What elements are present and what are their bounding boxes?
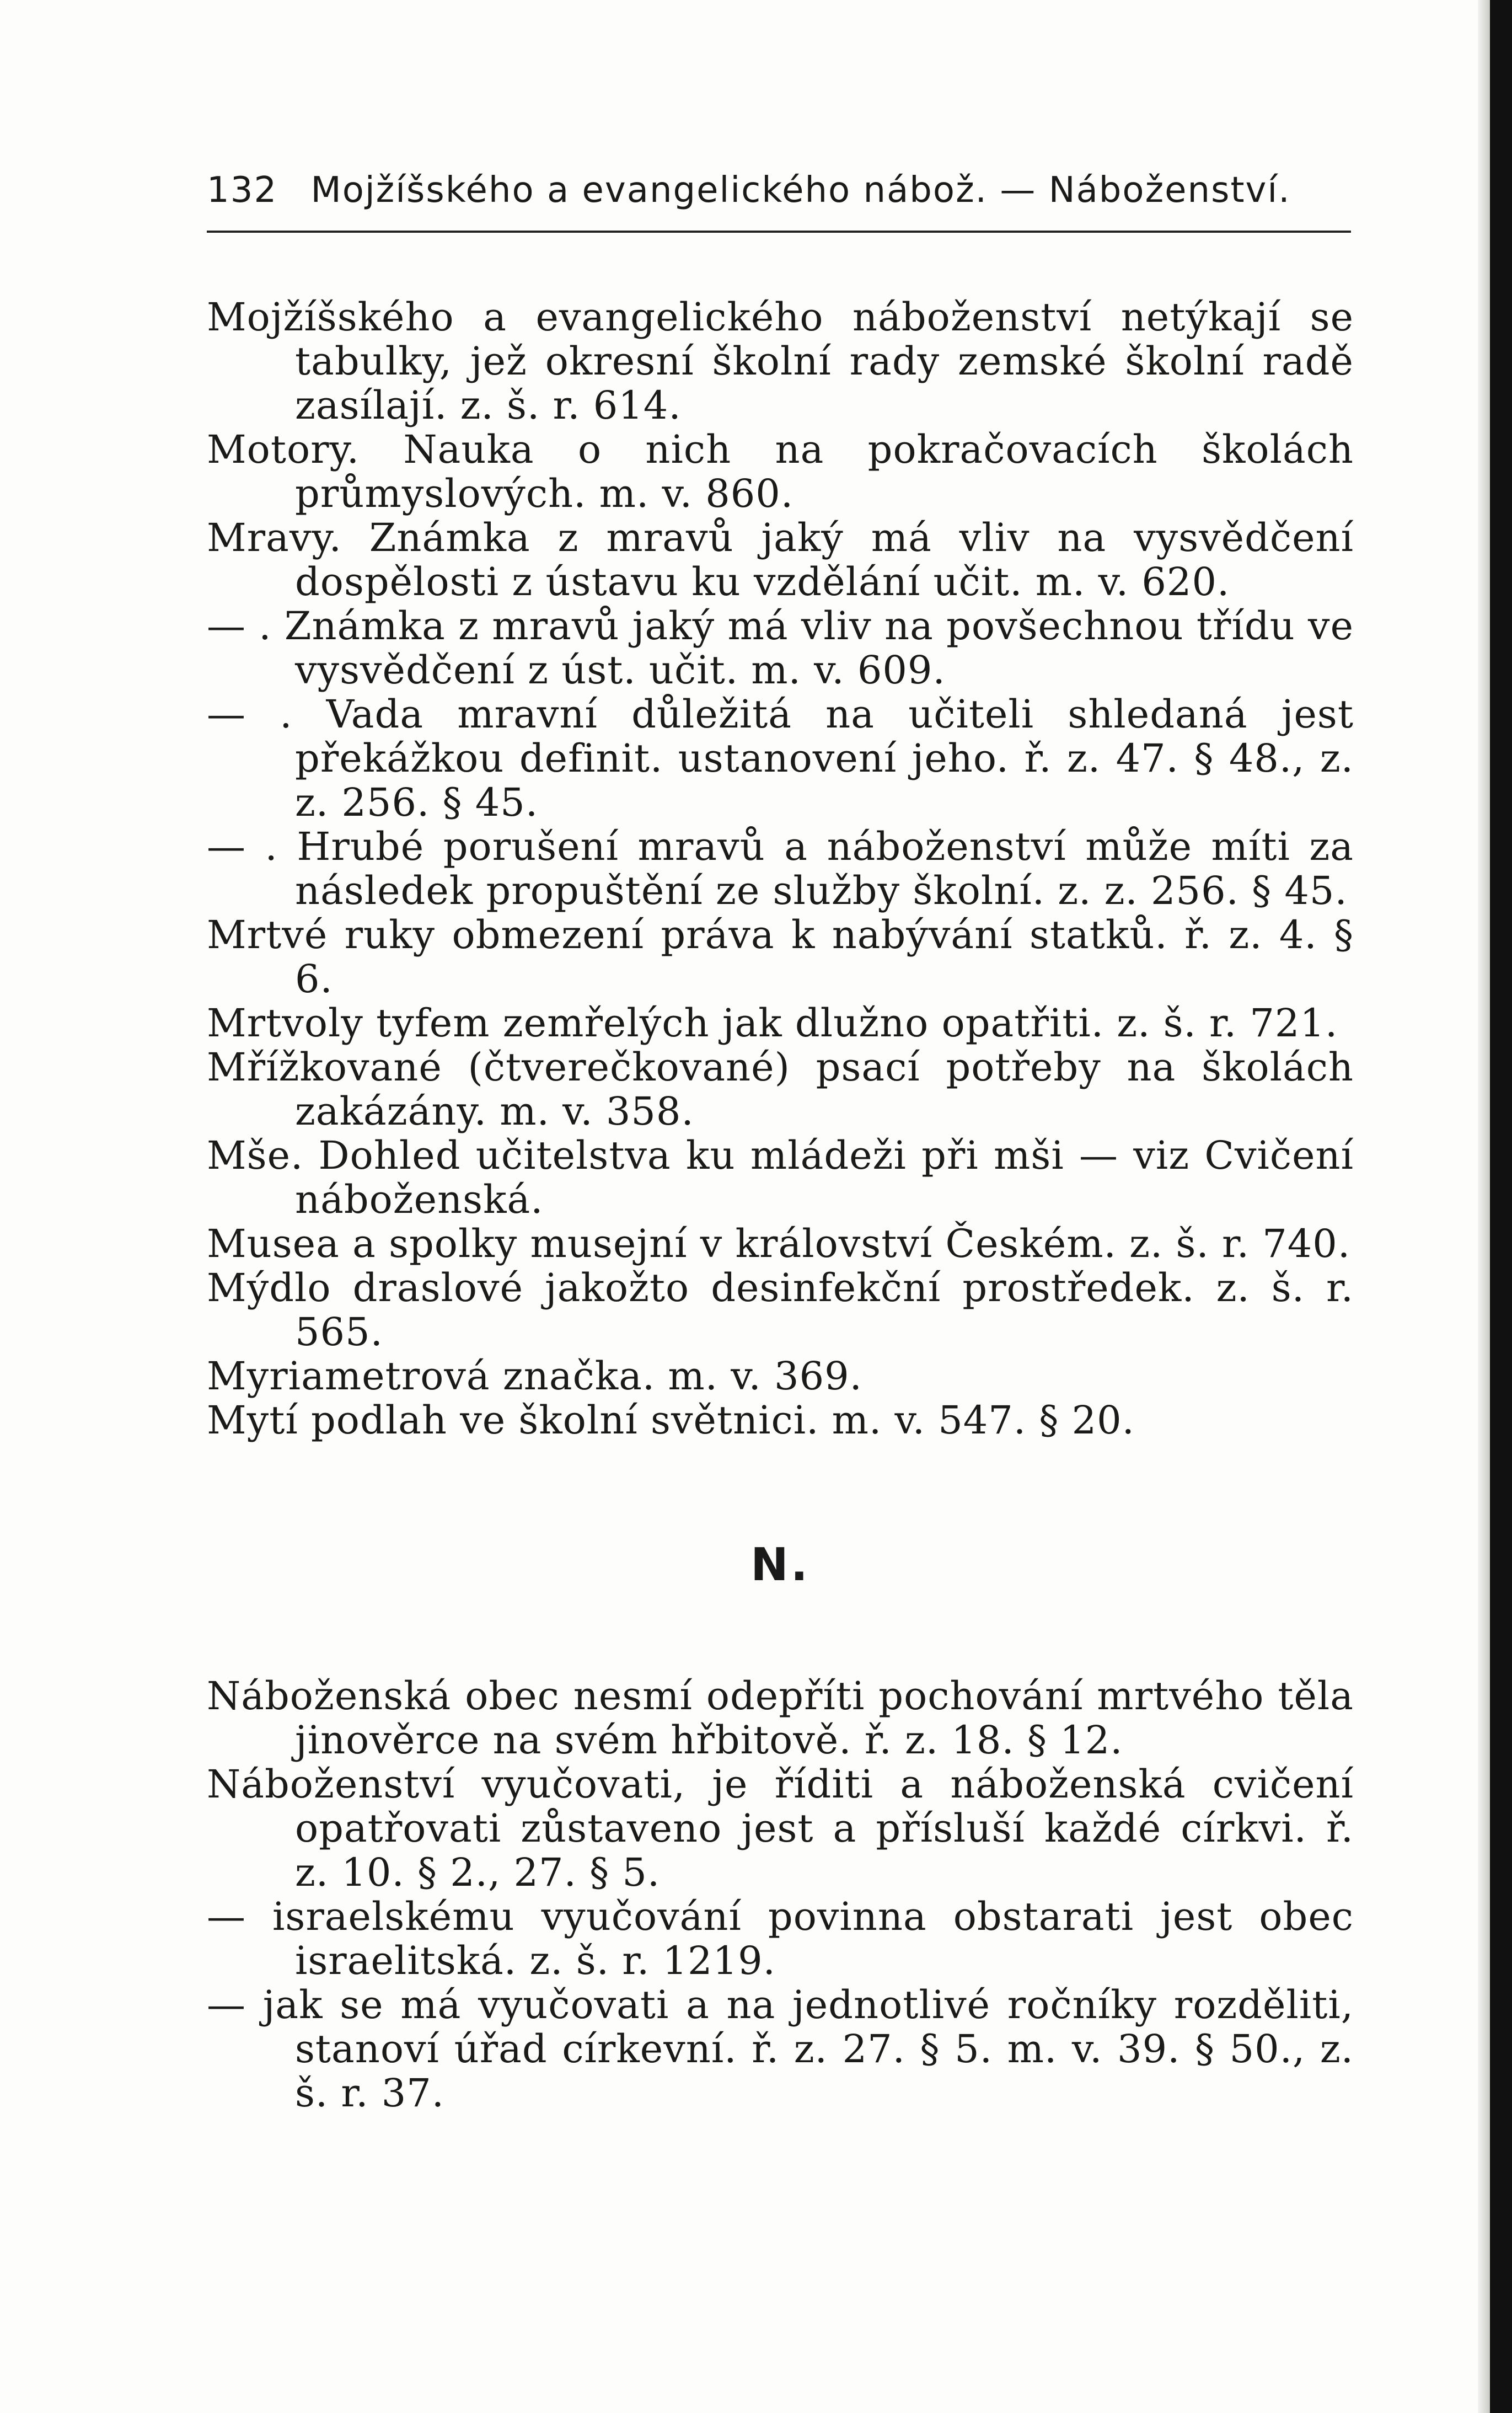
index-entry: Náboženská obec nesmí odepříti pochování mrtvého těla jinověrce na svém hřbitově. ř. z. 18. § 12. <box>207 1673 1354 1763</box>
page-number: 132 <box>207 170 278 211</box>
index-sub-entry: — jak se má vyučovati a na jednotlivé ročníky rozděliti, stanoví úřad církevní. ř. z. 27. § 5. m. v. 39. § 50., z. š. r. 37. <box>207 1982 1354 2116</box>
section-heading-n: N. <box>750 1539 810 1591</box>
index-entry: Mytí podlah ve školní světnici. m. v. 547. § 20. <box>207 1398 1135 1443</box>
index-entry: Mše. Dohled učitelstva ku mládeži při mši — viz Cvičení náboženská. <box>207 1133 1354 1222</box>
running-title: Mojžíšského a evangelického nábož. — Náboženství. <box>310 170 1291 211</box>
scan-border <box>1490 0 1512 2413</box>
header-rule <box>207 231 1351 233</box>
index-entry: Mravy. Známka z mravů jaký má vliv na vysvědčení dospělosti z ústavu ku vzdělání učit. m. v. 620. <box>207 515 1354 604</box>
index-sub-entry: — . Známka z mravů jaký má vliv na povšechnou třídu ve vysvědčení z úst. učit. m. v. 609. <box>207 603 1354 693</box>
index-sub-entry: — . Vada mravní důležitá na učiteli shledaná jest překážkou definit. ustanovení jeho. ř. z. 47. § 48., z. z. 256. § 45. <box>207 692 1354 825</box>
index-sub-entry: — israelskému vyučování povinna obstarati jest obec israelitská. z. š. r. 1219. <box>207 1894 1354 1983</box>
index-entry: Myriametrová značka. m. v. 369. <box>207 1353 862 1399</box>
page-edge-shadow <box>1478 0 1490 2413</box>
index-entry: Mýdlo draslové jakožto desinfekční prostředek. z. š. r. 565. <box>207 1265 1354 1355</box>
index-sub-entry: — . Hrubé porušení mravů a náboženství může míti za následek propuštění ze služby školní. z. z. 256. § 45. <box>207 824 1354 913</box>
index-entry: Musea a spolky musejní v království Českém. z. š. r. 740. <box>207 1221 1351 1266</box>
index-entry: Mojžíšského a evangelického náboženství netýkají se tabulky, jež okresní školní rady zemské školní radě zasílají. z. š. r. 614. <box>207 295 1354 428</box>
index-entry: Mřížkované (čtverečkované) psací potřeby na školách zakázány. m. v. 358. <box>207 1045 1354 1134</box>
index-entries <box>207 295 1354 2115</box>
index-entry: Mrtvoly tyfem zemřelých jak dlužno opatřiti. z. š. r. 721. <box>207 1000 1338 1046</box>
page-header <box>207 170 1351 225</box>
index-entry: Motory. Nauka o nich na pokračovacích školách průmyslových. m. v. 860. <box>207 427 1354 516</box>
index-entry: Mrtvé ruky obmezení práva k nabývání statků. ř. z. 4. § 6. <box>207 912 1354 1002</box>
index-entry: Náboženství vyučovati, je říditi a náboženská cvičení opatřovati zůstaveno jest a přísluší každé církvi. ř. z. 10. § 2., 27. § 5. <box>207 1762 1354 1895</box>
